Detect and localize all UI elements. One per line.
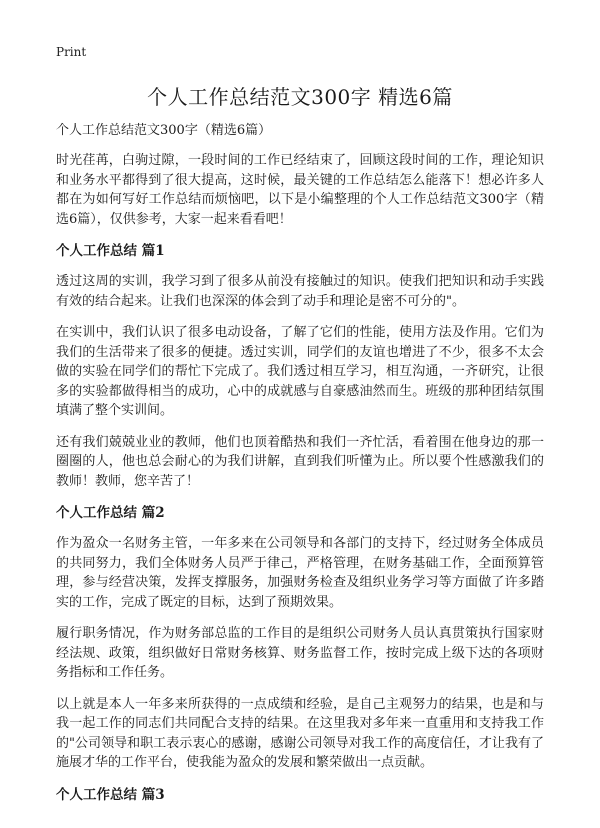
paragraph: 作为盈众一名财务主管，一年多来在公司领导和各部门的支持下，经过财务全体成员的共同努力，我们全体财务人员严于律己，严格管理，在财务基础工作，全面预算管理，参与经营决策，发挥支撑服务，加强财务检查及组织业务学习等方面做了许多踏实的工作，完成了既定的目标，达到了预期效果。 — [56, 536, 544, 610]
section-heading-1: 个人工作总结 篇1 — [56, 243, 165, 259]
document-body — [56, 121, 544, 816]
subtitle: 个人工作总结范文300字（精选6篇） — [56, 123, 272, 138]
paragraph: 在实训中，我们认识了很多电动设备，了解了它们的性能，使用方法及作用。它们为我们的生活带来了很多的便捷。透过实训，同学们的友谊也增进了不少，很多不太会做的实验在同学们的帮忙下完成了。我们透过相互学习，相互沟通，一齐研究，让很多的实验都做得相当的成功，心中的成就感与自豪感油然而生。班级的那种团结氛围填满了整个实训间。 — [56, 325, 544, 418]
paragraph: 履行职务情况，作为财务部总监的工作目的是组织公司财务人员认真贯策执行国家财经法规、政策，组织做好日常财务核算、财务监督工作，按时完成上级下达的各项财务指标和工作任务。 — [56, 626, 544, 680]
section-heading-3: 个人工作总结 篇3 — [56, 786, 165, 803]
intro-paragraph: 时光荏苒，白驹过隙，一段时间的工作已经结束了，回顾这段时间的工作，理论知识和业务水平都得到了很大提高，这时候，最关键的工作总结怎么能落下！想必许多人都在为如何写好工作总结而烦恼吧，以下是小编整理的个人工作总结范文300字（精选6篇），仅供参考，大家一起来看看吧！ — [56, 153, 544, 227]
section-heading-2: 个人工作总结 篇2 — [56, 505, 165, 521]
paragraph: 还有我们兢兢业业的教师，他们也顶着酷热和我们一齐忙活，看着围在他身边的那一圈圈的人，他也总会耐心的为我们讲解，直到我们听懂为止。所以要个性感激我们的教师！教师，您辛苦了！ — [56, 434, 544, 489]
paragraph: 以上就是本人一年多来所获得的一点成绩和经验，是自己主观努力的结果，也是和与我一起工作的同志们共同配合支持的结果。在这里我对多年来一直重用和支持我工作的"公司领导和职工表示衷心的感谢，感谢公司领导对我工作的高度信任，才让我有了施展才华的工作平台，使我能为盈众的发展和繁荣做出一点贡献。 — [56, 696, 544, 770]
print-link[interactable]: Print — [56, 45, 87, 59]
paragraph: 透过这周的实训，我学习到了很多从前没有接触过的知识。使我们把知识和动手实践有效的结合起来。让我们也深深的体会到了动手和理论是密不可分的"。 — [56, 274, 544, 309]
page-title: 个人工作总结范文300字 精选6篇 — [147, 85, 453, 109]
